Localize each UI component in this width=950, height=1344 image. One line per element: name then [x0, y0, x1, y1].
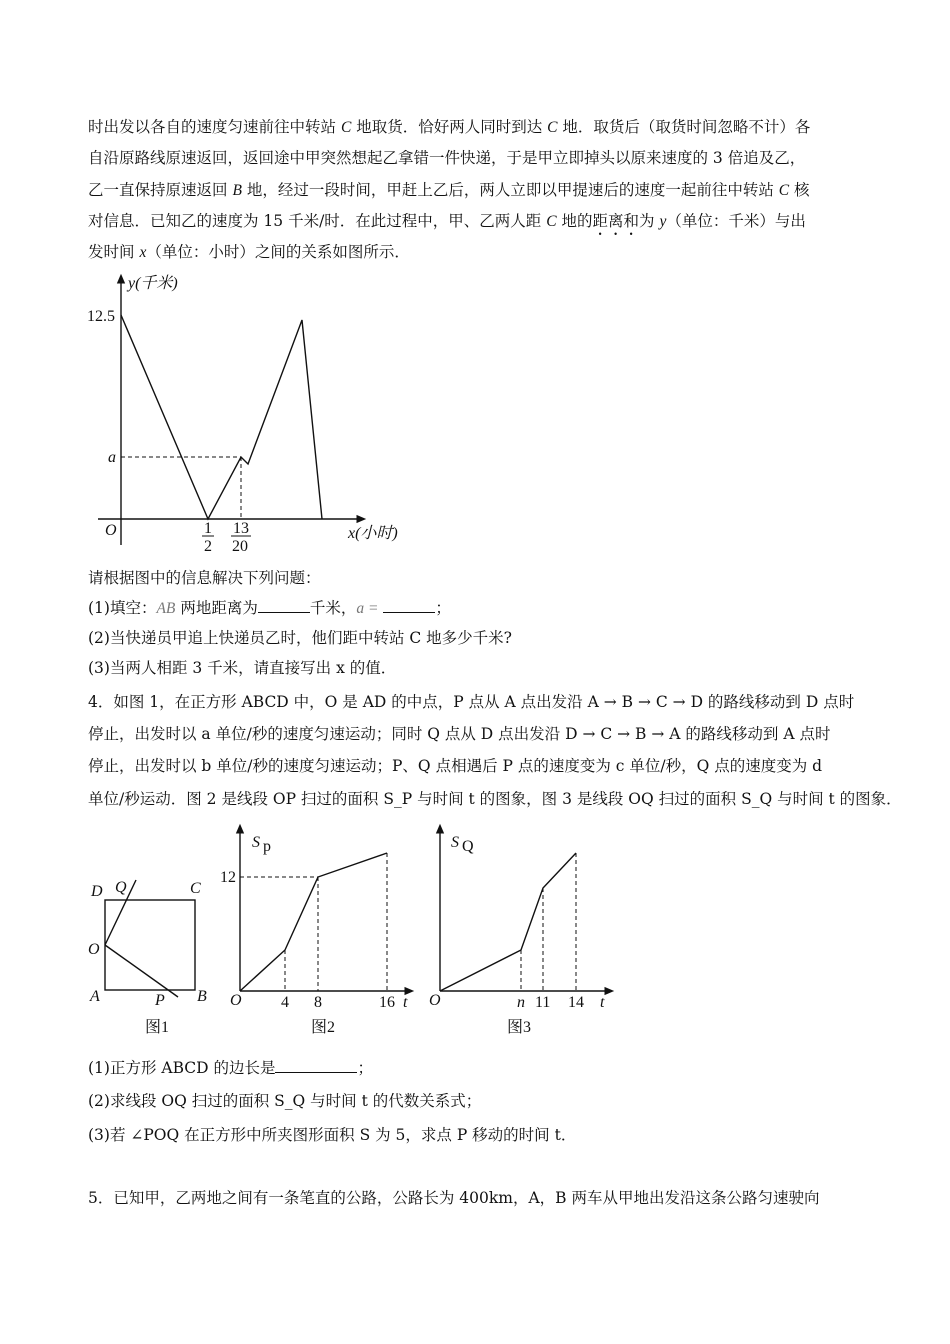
q4-line-4: 单位/秒运动．图 2 是线段 OP 扫过的面积 S_P 与时间 t 的图象，图 3 是线段 OQ 扫过的面积 S_Q 与时间 t 的图象．	[88, 790, 902, 808]
fig2-origin: O	[230, 992, 242, 1009]
sq-line	[440, 853, 576, 991]
q3-line-1: 时出发以各自的速度匀速前往中转站 C 地取货．恰好两人同时到达 C 地．取货后（取货时间忽略不计）各	[88, 118, 811, 136]
blank-ab-distance[interactable]	[258, 598, 310, 613]
x-tick-half-num: 1	[204, 520, 212, 537]
q3-sub-2: (2)当快递员甲追上快递员乙时，他们距中转站 C 地多少千米?	[88, 629, 512, 647]
blank-a[interactable]	[383, 598, 435, 613]
q3-prompt: 请根据图中的信息解决下列问题：	[88, 569, 321, 587]
q4-sub-1: (1)正方形 ABCD 的边长是 ；	[88, 1059, 373, 1077]
label-P: P	[155, 992, 165, 1009]
q3-sub-3: (3)当两人相距 3 千米，请直接写出 x 的值．	[88, 659, 397, 677]
y-tick-12-5: 12.5	[87, 308, 115, 325]
label-A: A	[90, 988, 100, 1005]
fig1-square	[105, 880, 195, 997]
blank-side-length[interactable]	[275, 1058, 357, 1073]
x-tick-13-20-den: 20	[232, 538, 248, 555]
fig3-x-tick-n: n	[517, 994, 525, 1011]
segment-OP	[105, 945, 178, 997]
fig3-y-sub: Q	[462, 838, 474, 855]
label-O: O	[88, 941, 100, 958]
fig2-x-tick-4: 4	[281, 994, 289, 1011]
fig2-x-tick-16: 16	[379, 994, 395, 1011]
q4-sub-2: (2)求线段 OQ 扫过的面积 S_Q 与时间 t 的代数关系式；	[88, 1092, 482, 1110]
fig2-y-tick-12: 12	[220, 869, 236, 886]
q5-line-1: 5．已知甲，乙两地之间有一条笔直的公路，公路长为 400km，A，B 两车从甲地出发沿这条公路匀速驶向	[88, 1189, 820, 1207]
fig3-origin: O	[429, 992, 441, 1009]
fig3-x-tick-11: 11	[535, 994, 551, 1011]
fig2-caption: 图2	[311, 1019, 336, 1036]
fig1-caption: 图1	[145, 1019, 170, 1036]
fig2-y-sub: p	[263, 838, 271, 855]
fig3-x-tick-14: 14	[568, 994, 584, 1011]
q3-line-2: 自沿原路线原速返回，返回途中甲突然想起乙拿错一件快递，于是甲立即掉头以原来速度的 3 倍追及乙，	[88, 149, 806, 167]
fig2-x-tick-8: 8	[314, 994, 322, 1011]
q3-graph	[98, 278, 362, 545]
a-label: a	[108, 449, 116, 466]
x-tick-half-den: 2	[204, 538, 212, 555]
q3-line-5: 发时间 x（单位：小时）之间的关系如图所示．	[88, 243, 410, 261]
label-D: D	[91, 883, 103, 900]
x-tick-13-20-num: 13	[233, 520, 249, 537]
fig2-y-label: S	[252, 834, 260, 851]
distance-sum-line	[121, 315, 322, 519]
q4-line-3: 停止，出发时以 b 单位/秒的速度匀速运动；P、Q 点相遇后 P 点的速度变为 c 单位/秒，Q 点的速度变为 d	[88, 757, 823, 775]
fig3-caption: 图3	[507, 1019, 532, 1036]
q4-sub-3: (3)若 ∠POQ 在正方形中所夹图形面积 S 为 5，求点 P 移动的时间 t．	[88, 1126, 577, 1144]
y-axis-label: y(千米)	[128, 275, 178, 292]
q3-sub-1: (1)填空：AB 两地距离为 千米，a = ；	[88, 599, 451, 617]
sp-line	[240, 853, 387, 991]
label-C: C	[190, 880, 201, 897]
q4-line-1: 4．如图 1，在正方形 ABCD 中，O 是 AD 的中点，P 点从 A 点出发沿 A → B → C → D 的路线移动到 D 点时	[88, 693, 855, 711]
label-Q: Q	[115, 879, 127, 896]
x-axis-label: x(小时)	[348, 525, 398, 542]
fig3-x-label: t	[600, 994, 605, 1011]
label-B: B	[197, 988, 207, 1005]
fig2-x-label: t	[403, 994, 408, 1011]
origin-label: O	[105, 522, 117, 539]
fig3-y-label: S	[451, 834, 459, 851]
q3-line-3: 乙一直保持原速返回 B 地，经过一段时间，甲赶上乙后，两人立即以甲提速后的速度一起前往中转站 C 核	[88, 181, 810, 199]
q4-line-2: 停止，出发时以 a 单位/秒的速度匀速运动；同时 Q 点从 D 点出发沿 D → C → B → A 的路线移动到 A 点时	[88, 725, 831, 743]
q3-line-4: 对信息．已知乙的速度为 15 千米/时．在此过程中，甲、乙两人距 C 地的距离和为 y（单位：千米）与出	[88, 212, 806, 230]
